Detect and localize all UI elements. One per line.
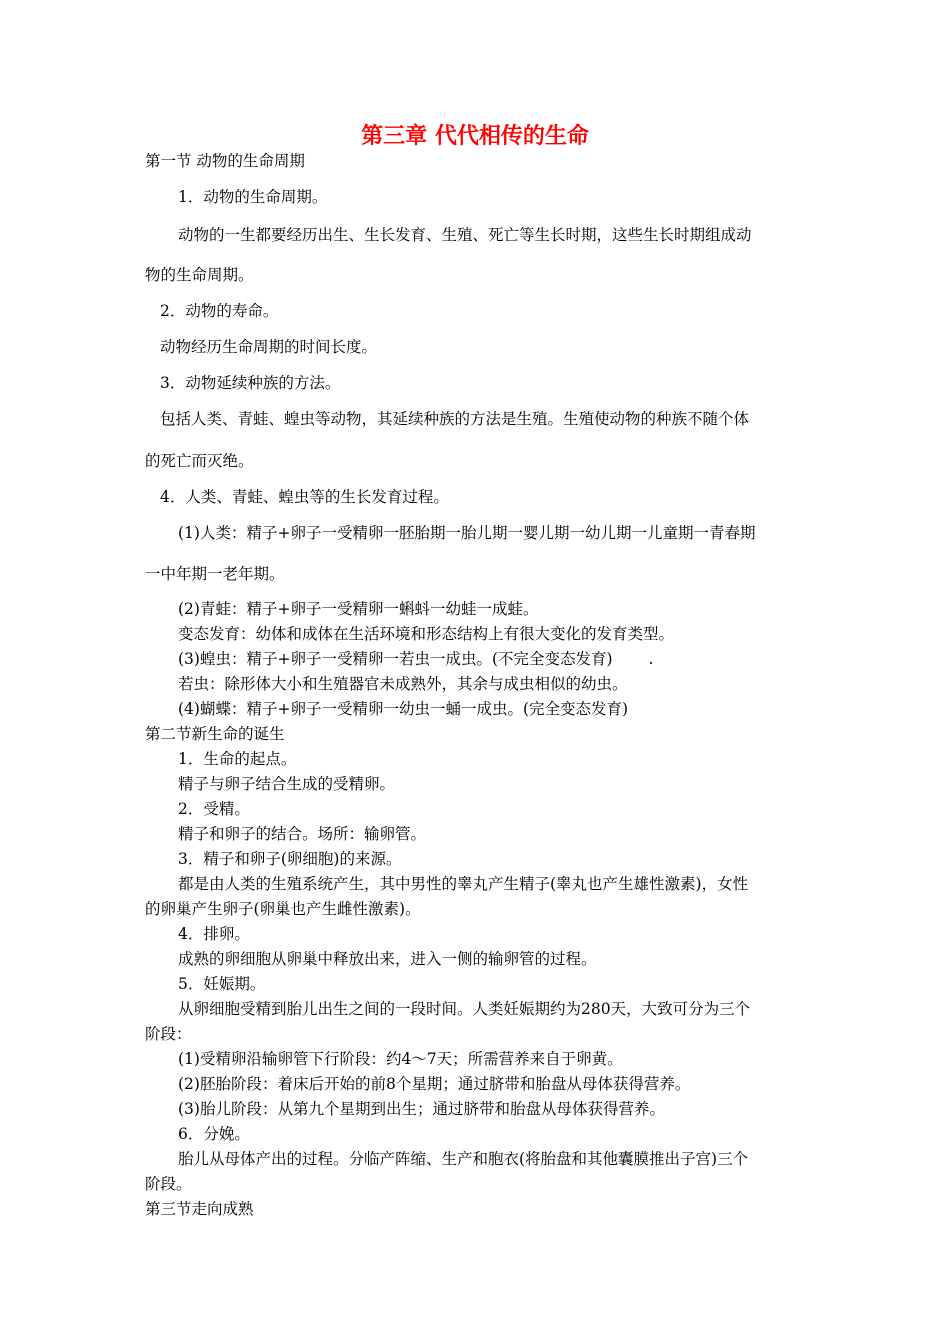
item-heading: 6．分娩。 [178, 1125, 250, 1143]
paragraph-line: 精子与卵子结合生成的受精卵。 [178, 775, 396, 793]
section-heading-2: 第二节新生命的诞生 [145, 725, 285, 743]
section-heading-1: 第一节 动物的生命周期 [145, 152, 305, 170]
paragraph-line: 阶段。 [145, 1175, 192, 1193]
chapter-title: 第三章 代代相传的生命 [361, 123, 589, 149]
item-heading: 3．动物延续种族的方法。 [160, 374, 341, 392]
paragraph-line: 若虫：除形体大小和生殖器官未成熟外，其余与成虫相似的幼虫。 [178, 675, 628, 693]
paragraph-line: 成熟的卵细胞从卵巢中释放出来，进入一侧的输卵管的过程。 [178, 950, 597, 968]
paragraph-line: (2)青蛙：精子+卵子一受精卵一蝌蚪一幼蛙一成蛙。 [178, 600, 539, 618]
paragraph-line: 一中年期一老年期。 [145, 565, 285, 583]
paragraph-line: 物的生命周期。 [145, 266, 254, 284]
paragraph-line: 的死亡而灭绝。 [145, 452, 254, 470]
paragraph-line: (3)胎儿阶段：从第九个星期到出生；通过脐带和胎盘从母体获得营养。 [178, 1100, 665, 1118]
paragraph-line: (1)人类：精子+卵子一受精卵一胚胎期一胎儿期一婴儿期一幼儿期一儿童期一青春期 [178, 524, 756, 542]
paragraph-line: (4)蝴蝶：精子+卵子一受精卵一幼虫一蛹一成虫。(完全变态发育) [178, 700, 629, 718]
item-heading: 2．受精。 [178, 800, 250, 818]
paragraph-line: (1)受精卵沿输卵管下行阶段：约4～7天；所需营养来自于卵黄。 [178, 1050, 623, 1068]
item-heading: 3．精子和卵子(卵细胞)的来源。 [178, 850, 402, 868]
paragraph-line: (3)蝗虫：精子+卵子一受精卵一若虫一成虫。(不完全变态发育) . [178, 650, 654, 668]
item-heading: 4．排卵。 [178, 925, 250, 943]
paragraph-line: 动物的一生都要经历出生、生长发育、生殖、死亡等生长时期，这些生长时期组成动 [178, 226, 752, 244]
paragraph-line: 都是由人类的生殖系统产生，其中男性的睾丸产生精子(睾丸也产生雄性激素)，女性 [178, 875, 749, 893]
paragraph-line: 从卵细胞受精到胎儿出生之间的一段时间。人类妊娠期约为280天，大致可分为三个 [178, 1000, 751, 1018]
paragraph-line: 阶段： [145, 1025, 192, 1043]
paragraph-line: 的卵巢产生卵子(卵巢也产生雌性激素)。 [145, 900, 421, 918]
section-heading-3: 第三节走向成熟 [145, 1200, 254, 1218]
paragraph-line: 精子和卵子的结合。场所：输卵管。 [178, 825, 427, 843]
item-heading: 5．妊娠期。 [178, 975, 266, 993]
paragraph-line: 胎儿从母体产出的过程。分临产阵缩、生产和胞衣(将胎盘和其他囊膜推出子宫)三个 [178, 1150, 749, 1168]
item-heading: 1．动物的生命周期。 [178, 188, 328, 206]
paragraph-line: 包括人类、青蛙、蝗虫等动物，其延续种族的方法是生殖。生殖使动物的种族不随个体 [160, 410, 750, 428]
paragraph-line: 变态发育：幼体和成体在生活环境和形态结构上有很大变化的发育类型。 [178, 625, 675, 643]
paragraph-line: (2)胚胎阶段：着床后开始的前8个星期；通过脐带和胎盘从母体获得营养。 [178, 1075, 691, 1093]
item-heading: 1．生命的起点。 [178, 750, 297, 768]
item-heading: 2．动物的寿命。 [160, 302, 279, 320]
paragraph-line: 动物经历生命周期的时间长度。 [160, 338, 378, 356]
item-heading: 4．人类、青蛙、蝗虫等的生长发育过程。 [160, 488, 449, 506]
